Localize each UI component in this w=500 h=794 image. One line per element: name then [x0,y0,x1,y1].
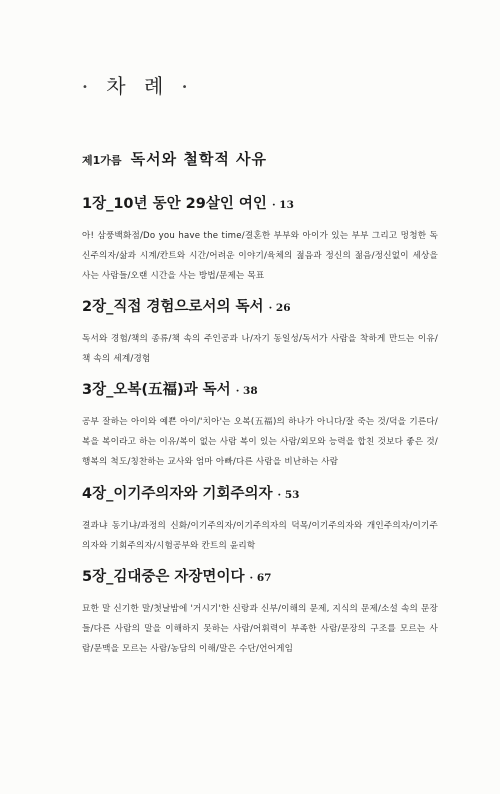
part-title: 독서와 철학적 사유 [130,150,268,168]
chapter-title: 1장_10년 동안 29살인 여인 [82,196,267,212]
chapter-contents: 아! 삼풍백화점/Do you have the time/결혼한 부부와 아이가 있는 부부 그리고 멍청한 독신주의자/삶과 시계/칸트와 시간/어려운 이야기/육체의 젊음과 정신의 젊음/정신없이 세상을 사는 사람들/오랜 시간을 사는 방법/문제는 목표 [82,231,438,281]
chapter-5 [82,567,438,659]
chapter-heading [82,297,438,318]
chapter-title: 4장_이기주의자와 기회주의자 [82,486,273,502]
chapter-heading [82,484,438,505]
chapter-3 [82,380,438,472]
chapter-title: 3장_오복(五福)과 독서 [82,382,231,398]
toc-title [82,70,194,99]
bullet-right: • [181,82,194,93]
chapter-page: · 26 [268,302,291,314]
chapter-page: · 38 [235,385,258,397]
chapter-heading [82,380,438,401]
chapter-page: · 67 [249,572,272,584]
chapter-heading [82,194,438,215]
chapter-1 [82,194,438,286]
chapter-contents: 묘한 말 신기한 말/첫날밤에 '거시기'한 신랑과 신부/이해의 문제, 지식의 문제/소설 속의 문장들/다른 사람의 말을 이해하지 못하는 사람/어휘력이 부족한 사람/문장의 구조를 모르는 사람/문맥을 모르는 사람/농담의 이해/말은 수단/언어게임 [82,604,438,654]
part-label: 제1가름 [82,154,122,167]
chapter-contents: 결과냐 동기냐/과정의 신화/이기주의자/이기주의자의 덕목/이기주의자와 개인주의자/이기주의자와 기회주의자/시험공부와 칸트의 윤리학 [82,521,438,551]
chapter-page: · 53 [277,489,300,501]
chapter-contents: 공부 잘하는 아이와 예쁜 아이/'치아'는 오복(五福)의 하나가 아니다/잘 죽는 것/덕을 기른다/복을 복이라고 하는 이유/복이 없는 사람 복이 있는 사람/외모와 능력을 합친 것보다 좋은 것/행복의 척도/칭찬하는 교사와 엄마 아빠/다른 사람을 비난하는 사람 [82,417,438,467]
chapter-page: · 13 [271,199,294,211]
chapter-heading [82,567,438,588]
chapter-title: 2장_직접 경험으로서의 독서 [82,299,264,315]
bullet-left: • [82,82,94,93]
toc-title-text: 차 례 [106,74,170,98]
chapter-2 [82,297,438,369]
chapter-4 [82,484,438,556]
part-heading [82,148,267,169]
chapter-contents: 독서와 경험/책의 종류/책 속의 주인공과 나/자기 동일성/독서가 사람을 착하게 만드는 이유/책 속의 세계/경험 [82,334,438,364]
chapter-title: 5장_김대중은 자장면이다 [82,569,245,585]
